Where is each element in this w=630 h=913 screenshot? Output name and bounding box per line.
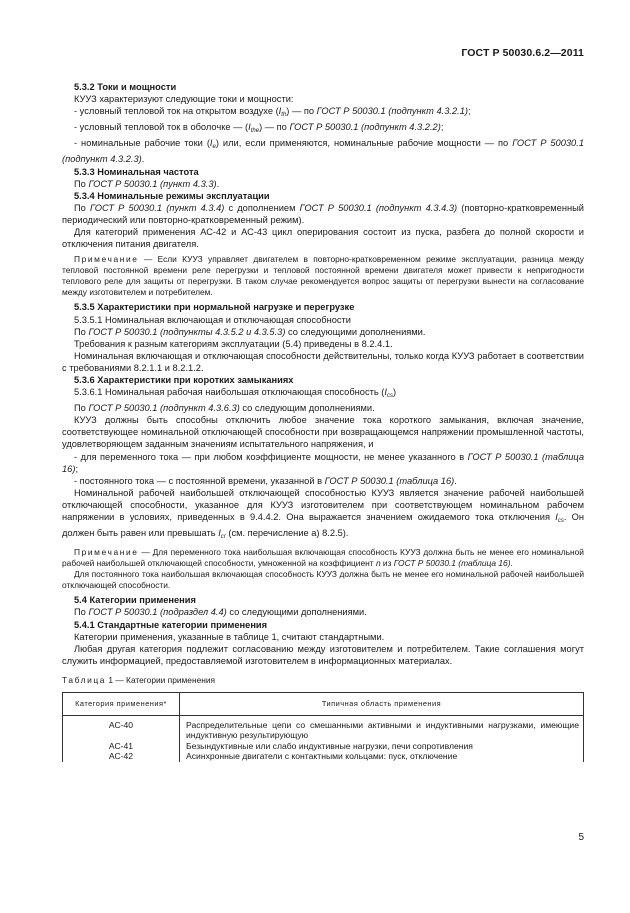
category-cell: АС-40 (63, 715, 180, 741)
paragraph: Номинальной рабочей наибольшей отключающей способностью КУУЗ является значение рабочей наибольшей отключающей способности, указанное для КУУЗ изготовителем при соответствующем номинальном рабочем напряжении в условиях, приведенных в 9.4.4.2. Она выражается значением ожидаемого тока отключения $I_{cs}$. Он должен быть равен или превышать $I_{cr}$ (см. перечисление а) 8.2.5). (62, 487, 584, 541)
category-cell: АС-41 (63, 741, 180, 752)
paragraph: Категории применения, указанные в таблице 1, считают стандартными. (74, 631, 385, 642)
paragraph: По ГОСТ Р 50030.1 (пункт 4.3.4) с дополнением ГОСТ Р 50030.1 (подпункт 4.3.4.3) (повторно-кратковременный периодический или повторно-кратковременный режим). (62, 202, 584, 225)
table-row (63, 715, 584, 741)
document-header: ГОСТ Р 50030.6.2—2011 (461, 47, 584, 59)
application-cell: Распределительные цепи со смешанными активными и индуктивными нагрузками, имеющие индуктивную результирующую (180, 715, 584, 741)
category-cell: АС-42 (63, 751, 180, 762)
note: Примечание — Если КУУЗ управляет двигателем в повторно-кратковременном режиме эксплуатации, разница между тепловой постоянной времени реле перегрузки и тепловой постоянной времени двигателя может привести к непригодности теплового реле для защиты от перегрузки. В таком случае рекомендуется вопрос защиты от перегрузки вынести на согласование между изготовителем и потребителем. (62, 254, 584, 297)
paragraph: По ГОСТ Р 50030.1 (пункт 4.3.3). (74, 178, 220, 189)
list-item: - постоянного тока — с постоянной времени, указанной в ГОСТ Р 50030.1 (таблица 16). (74, 475, 457, 486)
application-cell: Безындуктивные или слабо индуктивные нагрузки, печи сопротивления (180, 741, 584, 752)
paragraph: По ГОСТ Р 50030.1 (подпункт 4.3.6.3) со следующим дополнениями. (74, 403, 375, 414)
table-caption: Таблица 1 — Категории применения (62, 674, 216, 685)
subsection-title: 5.3.5.1 Номинальная включающая и отключающая способности (74, 314, 351, 325)
note-continuation: Для постоянного тока наибольшая включающая способность КУУЗ должна быть не менее его номинальной рабочей наибольшей отключающей способности. (62, 568, 584, 590)
list-item: - условный тепловой ток в оболочке — $(I_{the})$ — по ГОСТ Р 50030.1 (подпункт 4.3.2.2); (74, 122, 444, 135)
section-5-4-1-title: 5.4.1 Стандартные категории применения (74, 619, 268, 630)
paragraph: По ГОСТ Р 50030.1 (подраздел 4.4) со следующими дополнениями. (74, 607, 367, 618)
subsection-title: 5.3.6.1 Номинальная рабочая наибольшая отключающая способность $(I_{cs})$ (74, 387, 397, 400)
section-5-3-6-title: 5.3.6 Характеристики при коротких замыканиях (74, 374, 294, 385)
section-5-4-title: 5.4 Категории применения (74, 595, 196, 606)
section-5-3-2-title: 5.3.2 Токи и мощности (74, 82, 177, 92)
table-row (63, 741, 584, 752)
paragraph: КУУЗ должны быть способны отключить любое значение тока короткого замыкания, включая значение, соответствующее номинальной отключающей способности при возвращающемся напряжении промышленной частоты, удовлетворяющем заданным значениям испытательного напряжения, и (62, 415, 584, 450)
list-item: - для переменного тока — при любом коэффициенте мощности, не менее указанного в ГОСТ Р 50030.1 (таблица 16); (62, 451, 584, 474)
list-item: - номинальные рабочие токи $(I_e)$ или, если применяются, номинальные рабочие мощности — по ГОСТ Р 50030.1 (подпункт 4.3.2.3). (62, 138, 584, 165)
paragraph: Любая другая категория подлежит согласованию между изготовителем и потребителем. Такие соглашения могут служить информацией, предоставляемой изготовителем в информационных материалах. (62, 643, 584, 666)
paragraph: Для категорий применения АС-42 и АС-43 цикл оперирования состоит из пуска, разбега до полной скорости и отключения питания двигателя. (62, 227, 584, 250)
table-header-row (63, 693, 584, 716)
paragraph: По ГОСТ Р 50030.1 (подпункты 4.3.5.2 и 4.3.5.3) со следующими дополнениями. (74, 326, 426, 337)
note: Примечание — Для переменного тока наибольшая включающая способность КУУЗ должна быть не менее его номинальной рабочей наибольшей отключающей способности, умноженной на коэффициент n из ГОСТ Р 50030.1 (таблица 16). (62, 547, 584, 568)
section-5-3-4-title: 5.3.4 Номинальные режимы эксплуатации (74, 190, 270, 201)
categories-table (62, 692, 584, 762)
column-header-application: Типичная область применения (180, 693, 584, 716)
section-5-3-3-title: 5.3.3 Номинальная частота (74, 166, 199, 177)
list-item: - условный тепловой ток на открытом воздухе $(I_{th})$ — по ГОСТ Р 50030.1 (подпункт 4.3.2.1); (74, 106, 471, 119)
page-number: 5 (578, 832, 584, 843)
paragraph: КУУЗ характеризуют следующие токи и мощности: (74, 94, 294, 105)
application-cell: Асинхронные двигатели с контактными кольцами: пуск, отключение (180, 751, 584, 762)
paragraph: Номинальная включающая и отключающая способности действительны, только когда КУУЗ работает в соответствии с требованиями 8.2.1.1 и 8.2.1.2. (62, 350, 584, 373)
document-body (62, 81, 584, 762)
table-row (63, 751, 584, 762)
paragraph: Требования к разным категориям эксплуатации (5.4) приведены в 8.2.4.1. (74, 338, 393, 349)
section-5-3-5-title: 5.3.5 Характеристики при нормальной нагрузке и перегрузке (74, 302, 355, 313)
column-header-category: Категория применения* (63, 693, 180, 716)
